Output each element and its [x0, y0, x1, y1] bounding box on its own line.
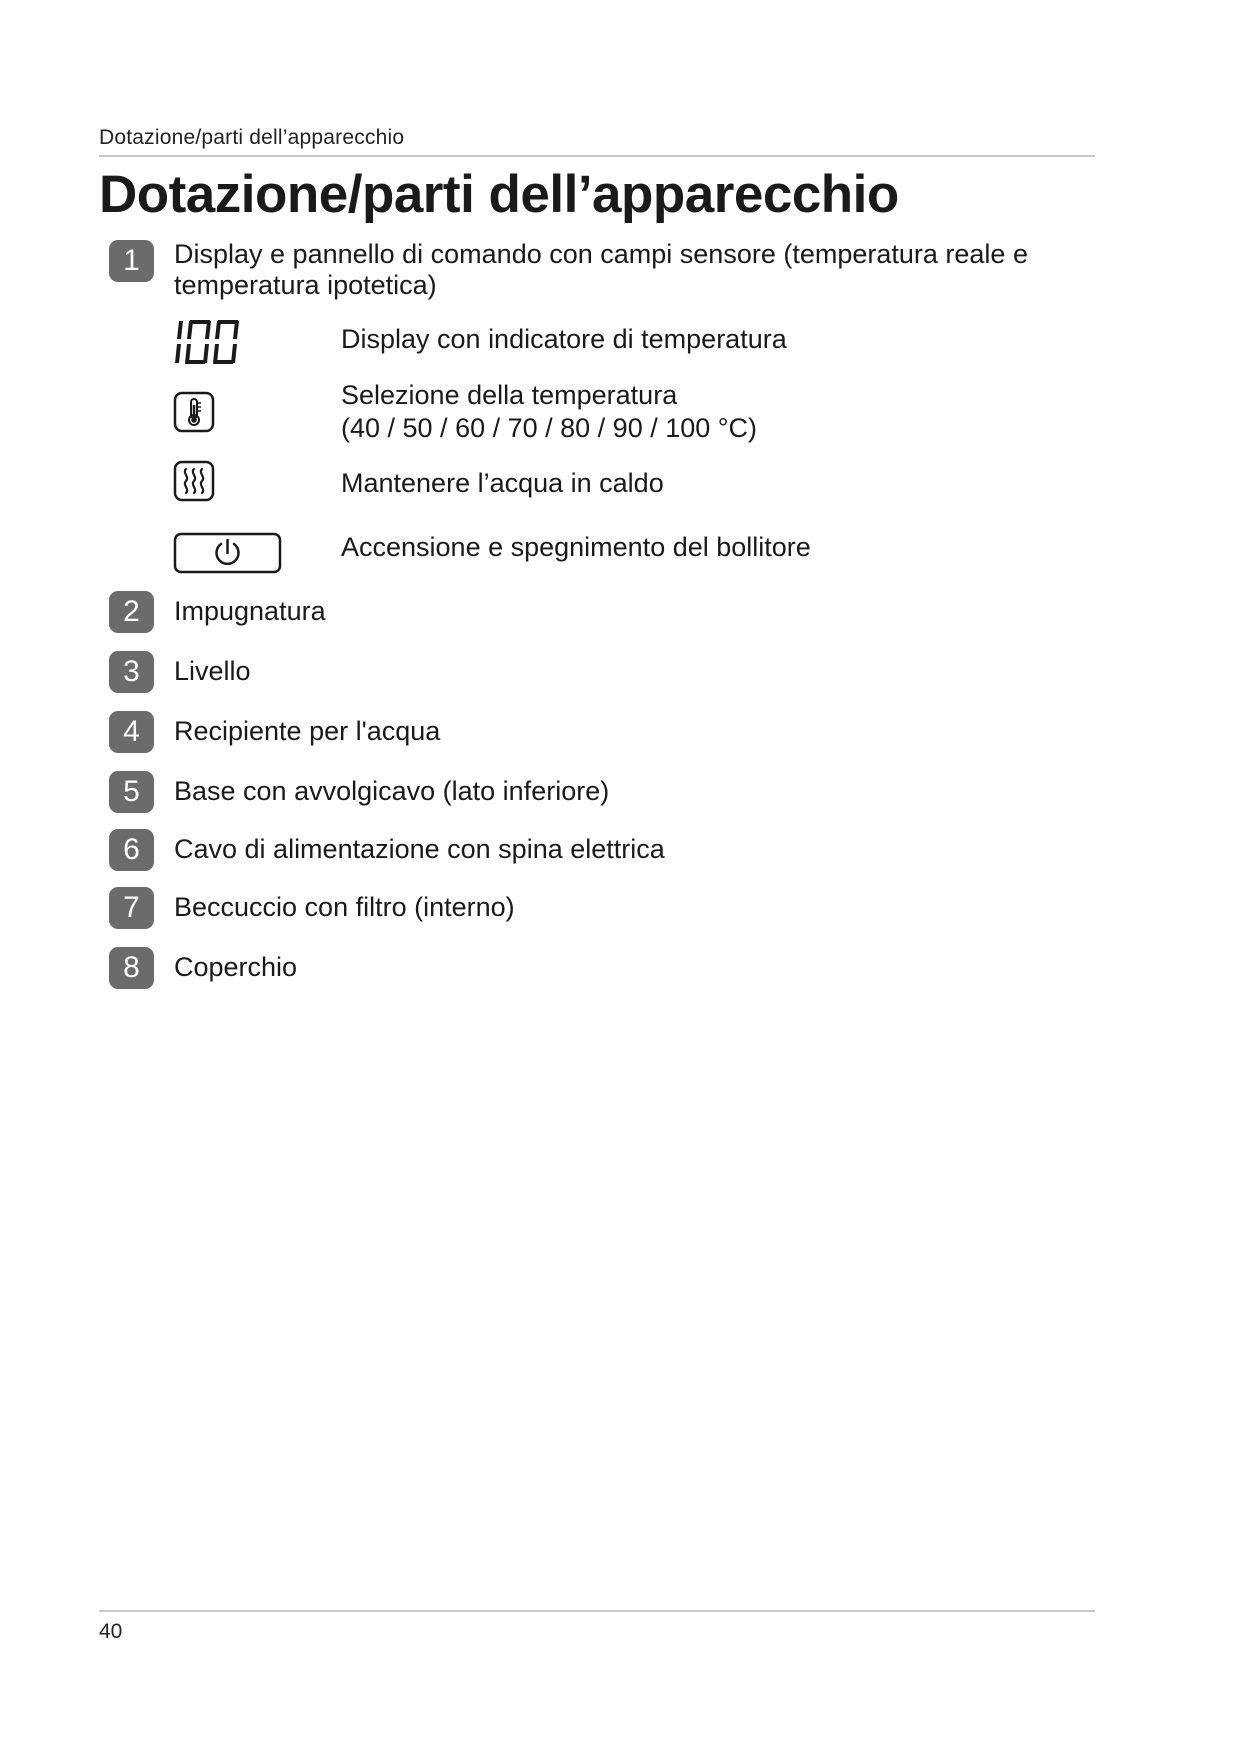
item-number-badge: 1 [109, 240, 154, 282]
display-digit [175, 321, 183, 363]
control-description: Selezione della temperatura [341, 380, 678, 410]
item-label: Base con avvolgicavo (lato inferiore) [174, 776, 610, 806]
display-digit [213, 320, 239, 364]
item-number-badge: 7 [109, 887, 154, 929]
item-number-badge: 5 [109, 771, 154, 813]
item-label: Beccuccio con filtro (interno) [174, 892, 515, 922]
item-label: Livello [174, 656, 251, 686]
item-number-badge: 8 [109, 947, 154, 989]
thermometer-icon[interactable] [173, 391, 215, 433]
item-label: Cavo di alimentazione con spina elettrica [174, 834, 665, 864]
item-number-badge: 6 [109, 829, 154, 871]
item-number-badge: 2 [109, 591, 154, 633]
item-label: Impugnatura [174, 596, 326, 626]
control-description: Display con indicatore di temperatura [341, 324, 787, 354]
item-number-badge: 4 [109, 711, 154, 753]
header-divider [99, 155, 1095, 157]
page-number: 40 [99, 1620, 123, 1643]
power-icon[interactable] [173, 532, 282, 574]
item-label: Recipiente per l'acqua [174, 716, 441, 746]
item-1-label-line1: Display e pannello di comando con campi sensore (temperatura reale e [174, 239, 1028, 269]
running-header: Dotazione/parti dell’apparecchio [99, 126, 405, 149]
display-digit [185, 320, 211, 364]
seven-segment-display-icon [173, 318, 247, 366]
control-description: Accensione e spegnimento del bollitore [341, 532, 811, 562]
control-description: Mantenere l’acqua in caldo [341, 468, 664, 498]
page-title: Dotazione/parti dell’apparecchio [99, 165, 899, 224]
control-description: (40 / 50 / 60 / 70 / 80 / 90 / 100 °C) [341, 413, 758, 443]
item-label: Coperchio [174, 952, 298, 982]
keep-warm-icon[interactable] [173, 460, 215, 502]
item-number-badge: 3 [109, 651, 154, 693]
footer-divider [99, 1610, 1095, 1612]
item-1-label-line2: temperatura ipotetica) [174, 270, 437, 300]
